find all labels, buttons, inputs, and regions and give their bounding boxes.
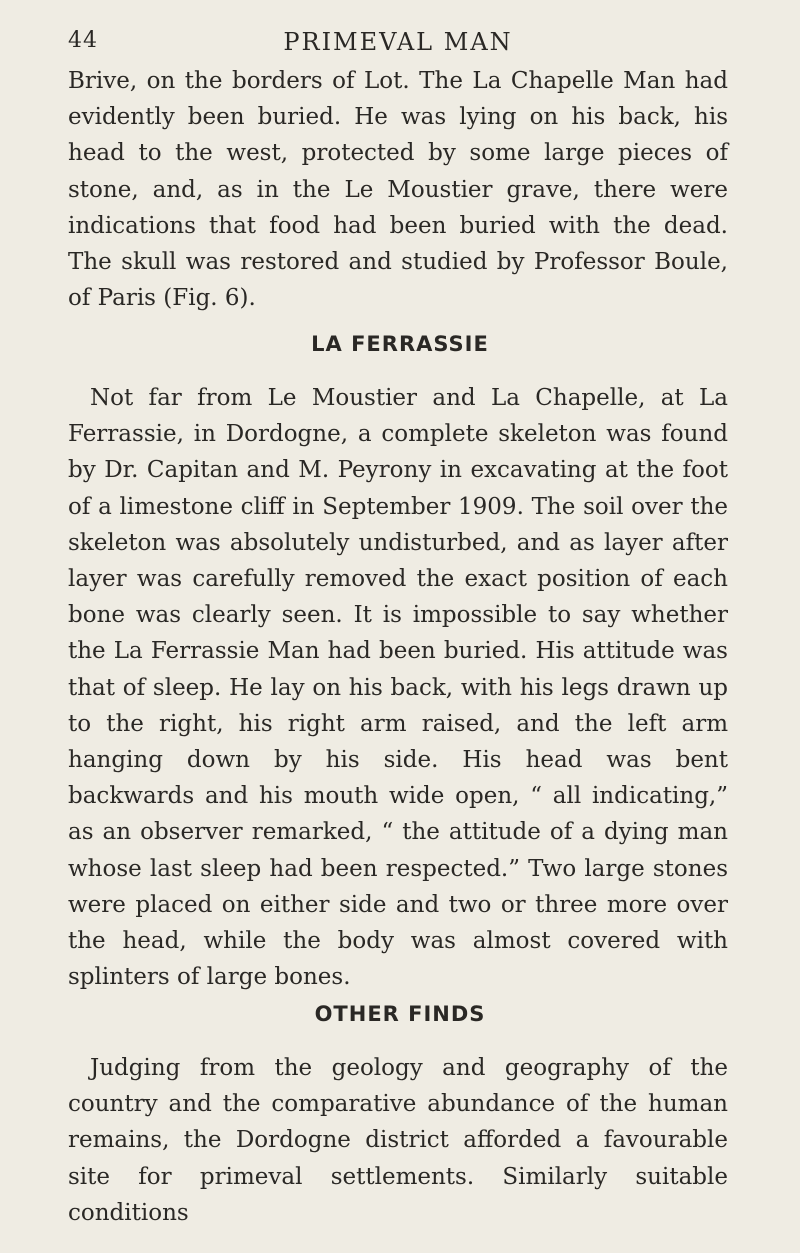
paragraph-la-ferrassie: Not far from Le Moustier and La Chapelle, at La Ferrassie, in Dordogne, a complete skeleton was found by Dr. Capitan and M. Peyrony in excavating at the foot of a limestone cliff in September 1909. The soil over the skeleton was absolutely undisturbed, and as layer after layer was carefully removed the exact position of each bone was clearly seen. It is impossible to say whether the La Ferrassie Man had been buried. His attitude was that of sleep. He lay on his back, with his legs drawn up to the right, his right arm raised, and the left arm hanging down by his side. His head was bent backwards and his mouth wide open, “ all indicating,” as an observer remarked, “ the attitude of a dying man whose last sleep had been respected.” Two large stones were placed on either side and two or three more over the head, while the body was almost covered with splinters of large bones.: [68, 385, 728, 991]
page-number: 44: [68, 28, 98, 53]
heading-la-ferrassie: LA FERRASSIE: [311, 332, 489, 356]
heading-other-finds: OTHER FINDS: [314, 1002, 486, 1026]
running-head: [68, 28, 728, 68]
paragraph-la-chapelle: Brive, on the borders of Lot. The La Chapelle Man had evidently been buried. He was lying on his back, his head to the west, protected by some large pieces of stone, and, as in the Le Moustier grave, there were indications that food had been buried with the dead. The skull was restored and studied by Professor Boule, of Paris (Fig. 6).: [68, 68, 728, 312]
running-title: PRIMEVAL MAN: [283, 28, 513, 56]
paragraph-other-finds: Judging from the geology and geography of the country and the comparative abundance of the human remains, the Dordogne district afforded a favourable site for primeval settlements. Similarly suitable conditions: [68, 1055, 728, 1226]
